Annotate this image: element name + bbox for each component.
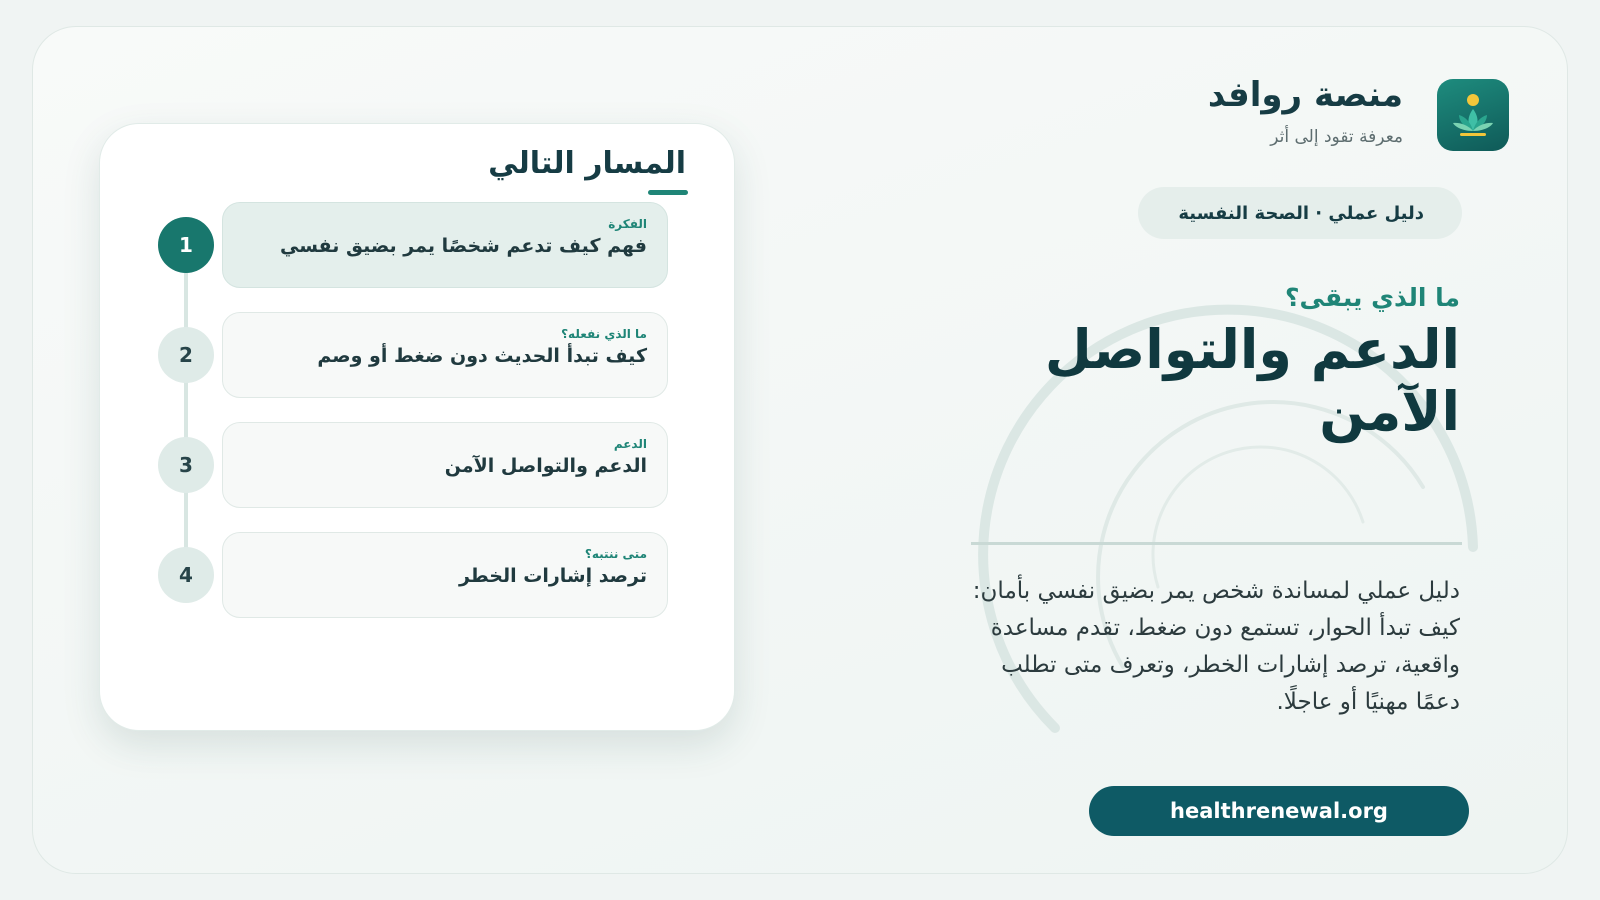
step-number: 4 <box>158 547 214 603</box>
step-item-4[interactable] <box>100 532 736 620</box>
step-text: ترصد إشارات الخطر <box>458 565 647 587</box>
step-card <box>222 312 668 398</box>
step-item-1[interactable] <box>100 202 736 290</box>
steps-connector-line <box>184 246 188 576</box>
website-link-button[interactable]: healthrenewal.org <box>1089 786 1469 836</box>
step-number: 3 <box>158 437 214 493</box>
slide-frame <box>32 26 1568 874</box>
description-text: دليل عملي لمساندة شخص يمر بضيق نفسي بأمان: كيف تبدأ الحوار، تستمع دون ضغط، تقدم مساعدة واقعية، ترصد إشارات الخطر، وتعرف متى تطلب دعمًا مهنيًا أو عاجلًا. <box>972 578 1460 715</box>
brand-logo <box>1437 79 1509 151</box>
step-label: الدعم <box>613 437 647 451</box>
step-item-2[interactable] <box>100 312 736 400</box>
brand-tagline: معرفة تقود إلى أثر <box>1270 127 1403 147</box>
step-label: متى ننتبه؟ <box>584 547 647 561</box>
eyebrow-question: ما الذي يبقى؟ <box>1285 283 1460 312</box>
step-label: ما الذي نفعله؟ <box>561 327 647 341</box>
step-card <box>222 422 668 508</box>
step-text: الدعم والتواصل الآمن <box>444 455 647 477</box>
step-card <box>222 532 668 618</box>
category-pill: دليل عملي · الصحة النفسية <box>1138 187 1462 239</box>
step-number: 2 <box>158 327 214 383</box>
lotus-icon <box>1445 87 1501 143</box>
steps-list <box>100 124 736 732</box>
brand-name: منصة روافد <box>1207 75 1403 115</box>
step-text: كيف تبدأ الحديث دون ضغط أو وصم <box>317 345 647 367</box>
next-path-card <box>99 123 735 731</box>
step-label: الفكرة <box>608 217 647 231</box>
divider <box>971 542 1462 545</box>
card-title: المسار التالي <box>488 146 686 181</box>
page-title: الدعم والتواصل الآمن <box>1044 318 1460 443</box>
step-item-3[interactable] <box>100 422 736 510</box>
step-card <box>222 202 668 288</box>
step-text: فهم كيف تدعم شخصًا يمر بضيق نفسي <box>279 235 647 257</box>
step-number: 1 <box>158 217 214 273</box>
